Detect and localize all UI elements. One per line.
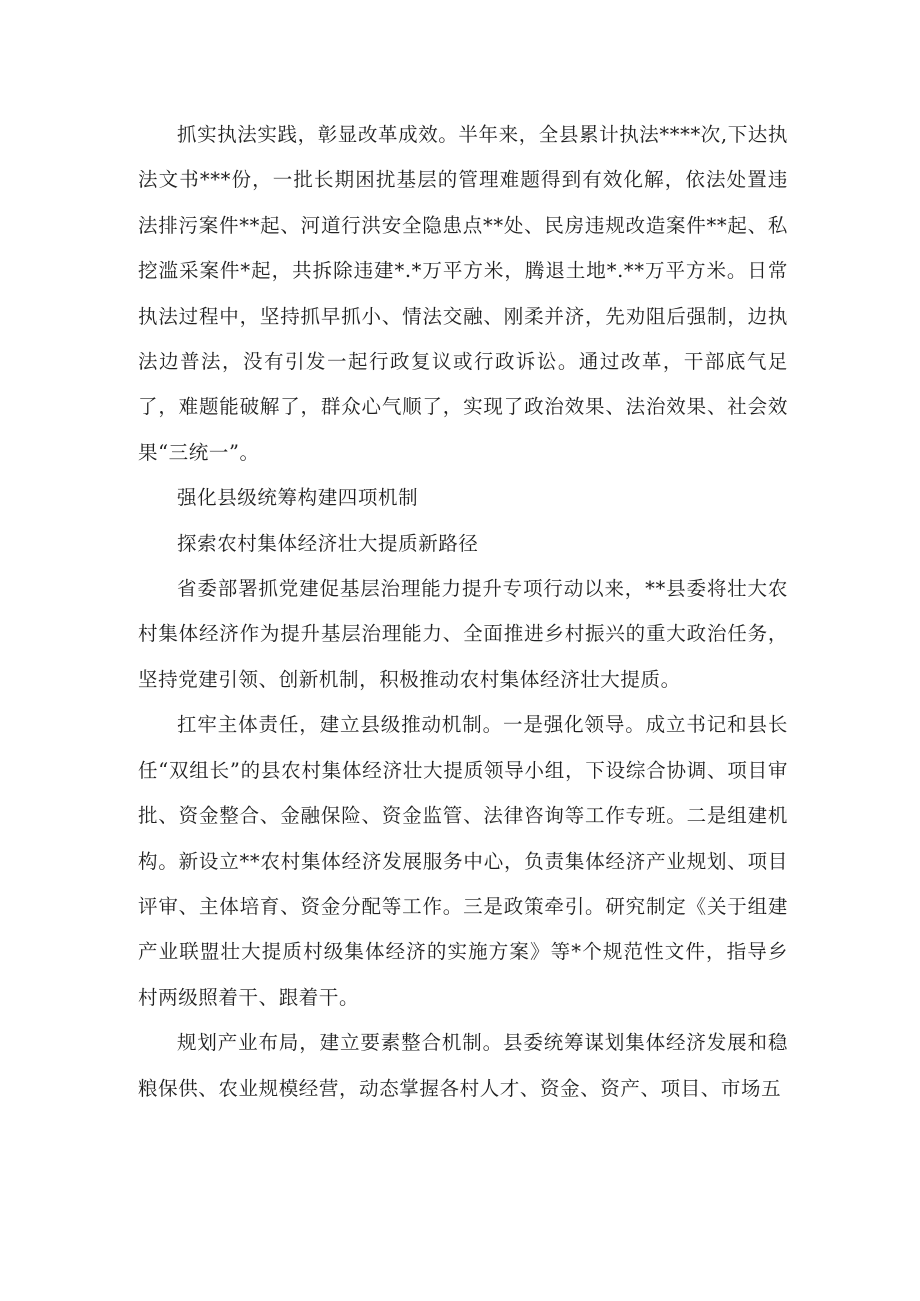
section-heading: 强化县级统筹构建四项机制 xyxy=(177,486,419,510)
paragraph-intro: 省委部署抓党建促基层治理能力提升专项行动以来，**县委将壮大农村集体经济作为提升基层治理能力、全面推进乡村振兴的重大政治任务，坚持党建引领、创新机制，积极推动农村集体经济壮大提质。 xyxy=(138,577,788,691)
paragraph-responsibility-mechanism: 扛牢主体责任，建立县级推动机制。一是强化领导。成立书记和县长任“双组长”的县农村集体经济壮大提质领导小组，下设综合协调、项目审批、资金整合、金融保险、资金监管、法律咨询等工作专班。二是组建机构。新设立**农村集体经济发展服务中心，负责集体经济产业规划、项目评审、主体培育、资金分配等工作。三是政策牵引。研究制定《关于组建产业联盟壮大提质村级集体经济的实施方案》等*个规范性文件，指导乡村两级照着干、跟着干。 xyxy=(138,713,788,1009)
paragraph-law-enforcement-results: 抓实执法实践，彰显改革成效。半年来，全县累计执法****次,下达执法文书***份，一批长期困扰基层的管理难题得到有效化解，依法处置违法排污案件**起、河道行洪安全隐患点**处、民房违规改造案件**起、私挖滥采案件*起，共拆除违建*.*万平方米，腾退土地*.**万平方米。日常执法过程中，坚持抓早抓小、情法交融、刚柔并济，先劝阻后强制，边执法边普法，没有引发一起行政复议或行政诉讼。通过改革，干部底气足了，难题能破解了，群众心气顺了，实现了政治效果、法治效果、社会效果“三统一”。 xyxy=(138,123,788,464)
paragraph-industry-layout: 规划产业布局，建立要素整合机制。县委统筹谋划集体经济发展和稳粮保供、农业规模经营，动态掌握各村人才、资金、资产、项目、市场五 xyxy=(138,1031,788,1100)
document-page xyxy=(138,112,788,1111)
section-subheading: 探索农村集体经济壮大提质新路径 xyxy=(177,531,479,555)
